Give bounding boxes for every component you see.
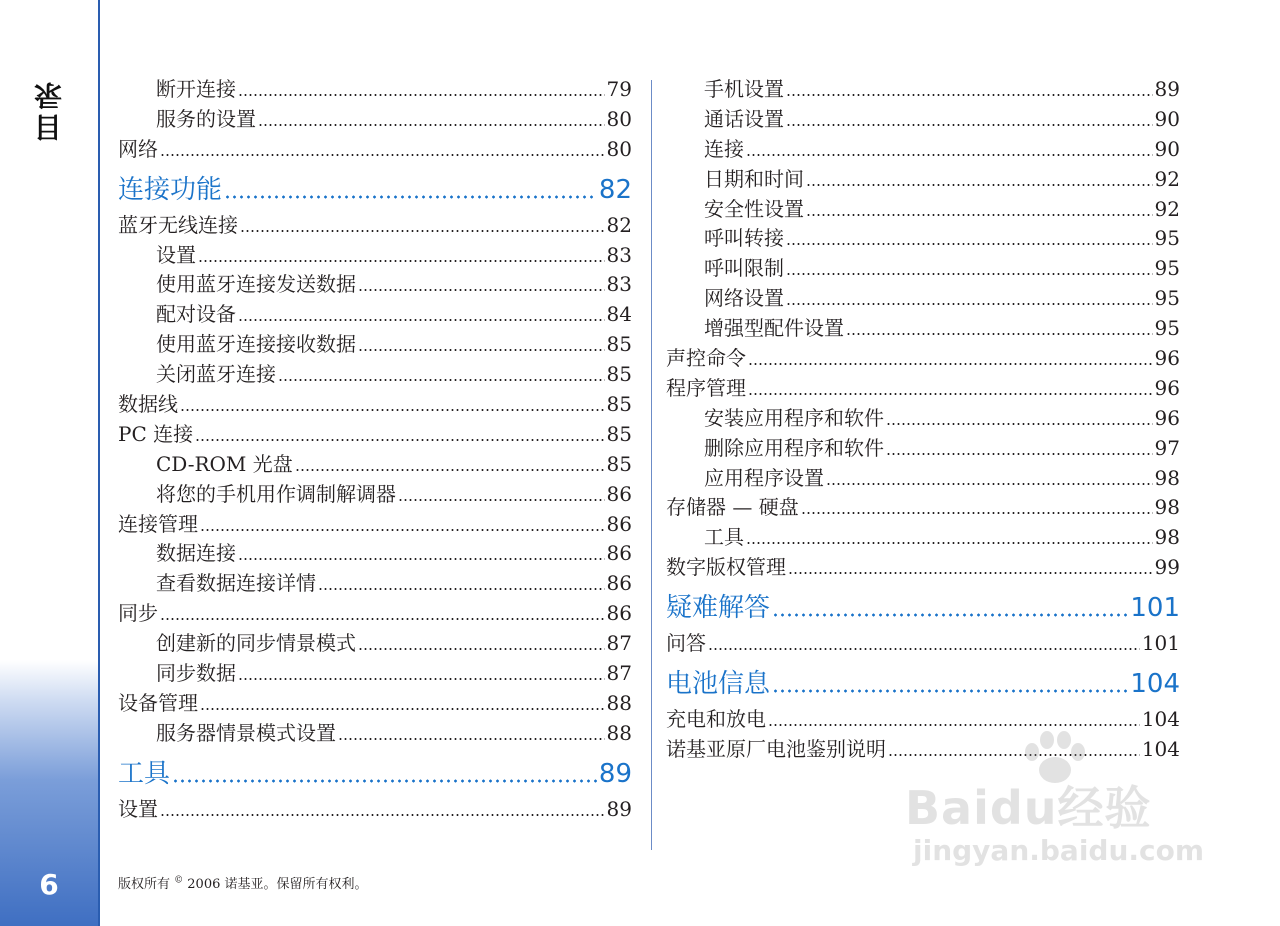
- toc-entry[interactable]: [118, 330, 632, 360]
- toc-entry-page: 79: [606, 77, 632, 101]
- dot-leader: [258, 105, 605, 129]
- toc-entry-page: 96: [1154, 375, 1180, 400]
- dot-leader: [238, 75, 605, 99]
- toc-entry[interactable]: [118, 300, 632, 330]
- footer-suffix: 2006 诺基亚。保留所有权利。: [183, 877, 368, 892]
- dot-leader: [180, 390, 605, 414]
- toc-entry[interactable]: [118, 420, 632, 450]
- toc-entry-title: 电池信息: [666, 669, 771, 700]
- toc-entry-title: 删除应用程序和软件: [704, 435, 884, 460]
- toc-entry-page: 83: [606, 242, 632, 267]
- dot-leader: [318, 569, 605, 593]
- toc-entry-page: 98: [1154, 465, 1180, 490]
- toc-entry[interactable]: [666, 705, 1180, 735]
- toc-entry-title: 呼叫限制: [704, 256, 784, 281]
- toc-entry-page: 97: [1154, 435, 1180, 460]
- dot-leader: [748, 344, 1153, 368]
- toc-entry[interactable]: [666, 314, 1180, 344]
- toc-entry-page: 89: [1154, 77, 1180, 101]
- watermark-main: Baidu经验: [905, 781, 1152, 835]
- dot-leader: [160, 599, 605, 623]
- toc-entry[interactable]: [118, 719, 632, 749]
- dot-leader: [772, 589, 1128, 619]
- toc-entry[interactable]: [666, 254, 1180, 284]
- toc-entry-page: 95: [1154, 256, 1180, 281]
- toc-entry[interactable]: [666, 224, 1180, 254]
- dot-leader: [238, 300, 605, 324]
- dot-leader: [746, 135, 1153, 159]
- toc-entry-title: 设置: [156, 242, 196, 267]
- dot-leader: [358, 330, 605, 354]
- toc-entry-title: 增强型配件设置: [704, 316, 844, 341]
- toc-entry-page: 96: [1154, 405, 1180, 430]
- toc-entry-page: 85: [606, 451, 632, 476]
- toc-entry-page: 86: [606, 571, 632, 596]
- toc-entry[interactable]: [118, 795, 632, 825]
- toc-entry-page: 85: [606, 392, 632, 417]
- toc-entry-title: 工具: [704, 525, 744, 550]
- toc-entry-title: 创建新的同步情景模式: [156, 631, 356, 656]
- toc-entry-page: 90: [1154, 136, 1180, 161]
- toc-entry-title: CD-ROM 光盘: [156, 451, 293, 476]
- toc-entry[interactable]: [666, 629, 1180, 659]
- dot-leader: [398, 480, 605, 504]
- toc-entry[interactable]: [118, 510, 632, 540]
- toc-entry-page: 80: [606, 136, 632, 161]
- toc-chapter-entry[interactable]: [666, 665, 1180, 703]
- toc-entry[interactable]: [666, 464, 1180, 494]
- toc-entry-title: 诺基亚原厂电池鉴别说明: [666, 736, 886, 761]
- toc-entry-page: 95: [1154, 286, 1180, 311]
- toc-entry[interactable]: [666, 75, 1180, 105]
- dot-leader: [358, 270, 605, 294]
- toc-entry-page: 92: [1154, 166, 1180, 191]
- toc-right-column: [666, 75, 1180, 765]
- toc-entry-title: 将您的手机用作调制解调器: [156, 481, 396, 506]
- dot-leader: [801, 493, 1153, 517]
- toc-entry-title: PC 连接: [118, 421, 194, 446]
- footer-prefix: 版权所有: [118, 877, 171, 892]
- toc-chapter-entry[interactable]: [666, 589, 1180, 627]
- toc-entry-title: 设置: [118, 796, 158, 821]
- toc-entry-page: 85: [606, 421, 632, 446]
- toc-entry-title: 数字版权管理: [666, 555, 786, 580]
- toc-entry[interactable]: [666, 135, 1180, 165]
- dot-leader: [195, 420, 604, 444]
- toc-entry-page: 80: [606, 106, 632, 131]
- dot-leader: [806, 165, 1153, 189]
- watermark-sub: jingyan.baidu.com: [913, 834, 1205, 867]
- toc-entry-title: 设备管理: [118, 690, 198, 715]
- toc-entry[interactable]: [666, 493, 1180, 523]
- toc-entry-page: 104: [1141, 707, 1180, 732]
- dot-leader: [224, 171, 597, 201]
- toc-entry[interactable]: [118, 659, 632, 689]
- toc-left-column: [118, 75, 632, 825]
- toc-entry-title: 连接管理: [118, 511, 198, 536]
- dot-leader: [160, 795, 605, 819]
- toc-entry[interactable]: [666, 374, 1180, 404]
- dot-leader: [846, 314, 1153, 338]
- toc-chapter-entry[interactable]: [118, 171, 632, 209]
- toc-entry[interactable]: [118, 599, 632, 629]
- dot-leader: [200, 689, 605, 713]
- toc-entry-page: 86: [606, 541, 632, 566]
- toc-entry-title: 网络: [118, 136, 158, 161]
- dot-leader: [746, 523, 1153, 547]
- dot-leader: [240, 211, 605, 235]
- copyright-symbol: ©: [174, 875, 184, 886]
- toc-entry[interactable]: [666, 105, 1180, 135]
- toc-entry-page: 89: [606, 796, 632, 821]
- toc-entry-title: 网络设置: [704, 286, 784, 311]
- toc-entry-page: 101: [1130, 593, 1180, 624]
- toc-entry[interactable]: [118, 689, 632, 719]
- toc-entry-title: 问答: [666, 631, 706, 656]
- toc-entry[interactable]: [666, 735, 1180, 765]
- dot-leader: [278, 360, 605, 384]
- dot-leader: [200, 510, 605, 534]
- dot-leader: [358, 629, 605, 653]
- dot-leader: [806, 195, 1153, 219]
- toc-entry[interactable]: [666, 344, 1180, 374]
- toc-entry-page: 98: [1154, 495, 1180, 520]
- toc-entry-title: 通话设置: [704, 106, 784, 131]
- toc-entry-page: 87: [606, 661, 632, 686]
- toc-entry-page: 96: [1154, 346, 1180, 371]
- toc-entry-page: 98: [1154, 525, 1180, 550]
- dot-leader: [172, 755, 597, 785]
- toc-entry-title: 声控命令: [666, 346, 746, 371]
- toc-entry-page: 85: [606, 362, 632, 387]
- dot-leader: [786, 254, 1153, 278]
- toc-entry-title: 安装应用程序和软件: [704, 405, 884, 430]
- dot-leader: [238, 539, 605, 563]
- toc-entry[interactable]: [118, 569, 632, 599]
- toc-entry-title: 充电和放电: [666, 707, 766, 732]
- dot-leader: [786, 75, 1153, 99]
- toc-entry[interactable]: [118, 75, 632, 105]
- toc-entry-page: 99: [1154, 555, 1180, 580]
- toc-entry[interactable]: [666, 404, 1180, 434]
- dot-leader: [772, 665, 1128, 695]
- toc-entry-page: 101: [1141, 631, 1180, 656]
- toc-entry[interactable]: [666, 523, 1180, 553]
- toc-entry-title: 服务器情景模式设置: [156, 720, 336, 745]
- toc-entry-page: 86: [606, 601, 632, 626]
- toc-entry-title: 同步数据: [156, 661, 236, 686]
- toc-entry-title: 服务的设置: [156, 106, 256, 131]
- toc-entry-page: 104: [1141, 736, 1180, 761]
- toc-entry-title: 呼叫转接: [704, 226, 784, 251]
- column-divider: [651, 80, 652, 850]
- sidebar-rule: [98, 0, 100, 926]
- toc-entry[interactable]: [666, 165, 1180, 195]
- toc-entry-title: 使用蓝牙连接发送数据: [156, 272, 356, 297]
- toc-entry[interactable]: [118, 360, 632, 390]
- toc-entry-title: 程序管理: [666, 375, 746, 400]
- toc-entry-title: 手机设置: [704, 77, 784, 101]
- toc-entry-title: 使用蓝牙连接接收数据: [156, 332, 356, 357]
- toc-entry-title: 应用程序设置: [704, 465, 824, 490]
- toc-entry-title: 断开连接: [156, 77, 236, 101]
- toc-entry-title: 存储器 — 硬盘: [666, 495, 799, 520]
- toc-entry-page: 88: [606, 720, 632, 745]
- toc-entry-page: 82: [606, 212, 632, 237]
- dot-leader: [886, 434, 1153, 458]
- dot-leader: [826, 464, 1153, 488]
- toc-entry[interactable]: [666, 553, 1180, 583]
- toc-entry[interactable]: [118, 270, 632, 300]
- toc-entry[interactable]: [118, 629, 632, 659]
- toc-entry-title: 日期和时间: [704, 166, 804, 191]
- toc-entry-page: 84: [606, 302, 632, 327]
- copyright-footer: [118, 873, 368, 892]
- toc-entry[interactable]: [118, 105, 632, 135]
- dot-leader: [708, 629, 1140, 653]
- dot-leader: [160, 135, 605, 159]
- dot-leader: [886, 404, 1153, 428]
- dot-leader: [888, 735, 1140, 759]
- toc-chapter-entry[interactable]: [118, 755, 632, 793]
- dot-leader: [198, 241, 605, 265]
- toc-entry[interactable]: [118, 450, 632, 480]
- toc-entry-title: 安全性设置: [704, 196, 804, 221]
- dot-leader: [295, 450, 605, 474]
- toc-entry-page: 89: [598, 758, 632, 789]
- dot-leader: [786, 105, 1153, 129]
- toc-entry[interactable]: [666, 195, 1180, 225]
- toc-entry-title: 配对设备: [156, 302, 236, 327]
- section-label: 目录: [33, 78, 66, 142]
- toc-entry-page: 86: [606, 511, 632, 536]
- toc-entry-title: 连接: [704, 136, 744, 161]
- dot-leader: [338, 719, 605, 743]
- toc-entry-page: 83: [606, 272, 632, 297]
- toc-entry-title: 查看数据连接详情: [156, 571, 316, 596]
- toc-entry-page: 82: [598, 174, 632, 205]
- toc-entry-title: 关闭蓝牙连接: [156, 362, 276, 387]
- dot-leader: [786, 284, 1153, 308]
- toc-entry-page: 95: [1154, 226, 1180, 251]
- toc-entry-page: 86: [606, 481, 632, 506]
- toc-entry-title: 数据线: [118, 392, 178, 417]
- toc-entry-title: 工具: [118, 758, 171, 789]
- toc-entry[interactable]: [666, 434, 1180, 464]
- toc-entry-title: 连接功能: [118, 174, 223, 205]
- toc-entry-page: 95: [1154, 316, 1180, 341]
- toc-entry-title: 疑难解答: [666, 593, 771, 624]
- toc-entry[interactable]: [666, 284, 1180, 314]
- toc-entry[interactable]: [118, 480, 632, 510]
- toc-entry-page: 92: [1154, 196, 1180, 221]
- toc-entry[interactable]: [118, 539, 632, 569]
- dot-leader: [768, 705, 1140, 729]
- toc-entry[interactable]: [118, 211, 632, 241]
- toc-entry-page: 88: [606, 690, 632, 715]
- dot-leader: [788, 553, 1153, 577]
- toc-entry-page: 90: [1154, 106, 1180, 131]
- toc-entry-page: 104: [1130, 669, 1180, 700]
- toc-entry-page: 85: [606, 332, 632, 357]
- dot-leader: [748, 374, 1153, 398]
- dot-leader: [786, 224, 1153, 248]
- toc-entry-title: 数据连接: [156, 541, 236, 566]
- toc-entry[interactable]: [118, 390, 632, 420]
- toc-entry[interactable]: [118, 135, 632, 165]
- toc-entry-page: 87: [606, 631, 632, 656]
- toc-entry-title: 同步: [118, 601, 158, 626]
- toc-entry[interactable]: [118, 241, 632, 271]
- toc-entry-title: 蓝牙无线连接: [118, 212, 238, 237]
- page-number: 6: [39, 868, 59, 901]
- dot-leader: [238, 659, 605, 683]
